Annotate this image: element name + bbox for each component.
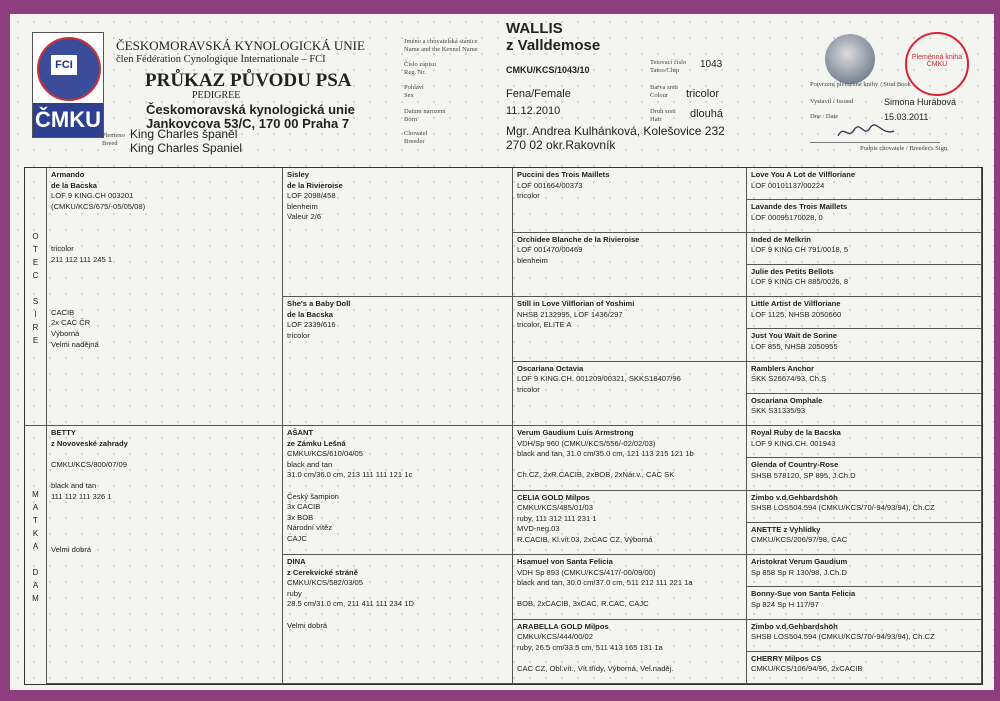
dog-detail (51, 513, 278, 524)
dog-detail: LOF 855, NHSB 2050955 (751, 341, 838, 351)
pedigree-table (24, 167, 983, 685)
dog-name: DINA (287, 557, 306, 566)
breeder-line1: Mgr. Andrea Kulhánková, Kolešovice 232 (506, 124, 725, 138)
dog-name: Ramblers Anchor (751, 363, 815, 373)
dog-name: Sisley (287, 170, 309, 179)
tattoo-label-cz: Tetovací číslo (650, 59, 687, 66)
sire-letter: I (34, 310, 37, 319)
dog-name: Oscariana Octavia (517, 363, 584, 373)
dog-detail: LOF 9 KING.CH 003201 (51, 191, 134, 201)
dam-letter: D (32, 568, 39, 577)
dog-name: Orchidee Blanche de la Rivieroise (517, 234, 640, 244)
issued-label: Vystavil / Issued (810, 98, 853, 105)
dog-detail: SHSB LOS504.594 (CMKU/KCS/70/-94/93/94), Ch.CZ (751, 503, 935, 513)
dog-detail: LOF 9 KING.CH. 001209/00321, SKKS18407/96 (517, 374, 681, 384)
dog-detail: SKK S31335/93 (751, 406, 806, 416)
dog-name: Love You A Lot de Vilfloriane (751, 170, 856, 179)
colour: tricolor (686, 88, 720, 100)
dog-detail: black and tan (51, 480, 97, 490)
tattoo-label-en: Tatoo/Chip (650, 67, 680, 74)
dog-detail (51, 223, 278, 234)
stamp-text: Plemenná kniha ČMKU (911, 54, 963, 68)
dog-detail (51, 234, 278, 245)
gen3-ancestor (513, 233, 747, 298)
name-label-cz: Jméno a chovatelská stanice (404, 38, 478, 45)
dam-side-label (25, 426, 47, 684)
gen4-ancestor (747, 523, 982, 555)
dog-detail: black and tan (287, 459, 333, 469)
dog-detail: VDH Sp 893 (CMKU/KCS/417/-00/09/00) (517, 567, 656, 577)
gen2-grandparent (283, 555, 513, 684)
dog-name: Puccini des Trois Maillets (517, 170, 610, 179)
dog-name: Hsamuel von Santa Felicia (517, 557, 613, 566)
dog-detail: Velmi dobrá (51, 544, 92, 554)
dog-detail: CACIB (51, 307, 75, 317)
gen3-ancestor (513, 168, 747, 233)
dog-detail: ruby (287, 588, 302, 598)
dog-name: de la Bacska (287, 309, 334, 319)
sire-side-label (25, 168, 47, 426)
dog-name: z Cerekvické stráně (287, 567, 358, 577)
tattoo: 1043 (700, 59, 723, 70)
dog-detail: CMKU/KCS/106/94/96, 2xCACIB (751, 664, 863, 674)
logo-cmku-text: ČMKU (33, 103, 103, 137)
gen3-ancestor (513, 362, 747, 427)
sire-letter: O (32, 232, 39, 241)
dog-name: ARABELLA GOLD Milpos (517, 621, 609, 631)
gen4-ancestor (747, 297, 982, 329)
breed-en: King Charles Spaniel (130, 141, 243, 155)
dog-detail: Sp 824 Sp H 117/97 (751, 599, 819, 609)
dog-detail (287, 481, 508, 492)
pedigree-sheet (10, 14, 994, 690)
dog-name: Just You Wait de Sorine (751, 331, 837, 341)
dog-name: She's a Baby Doll (287, 299, 351, 308)
gen4-ancestor (747, 233, 982, 265)
dog-detail (51, 212, 278, 223)
dog-detail: CMKU/KCS/485/01/03 (517, 503, 593, 513)
dog-detail: 28.5 cm/31.0 cm, 211 411 111 234 1D (287, 599, 414, 609)
gen4-ancestor (747, 265, 982, 297)
dog-detail: CAC CZ, Obl.vít., Vít.třídy, Výborná, Vel.naděj. (517, 663, 674, 673)
dam-letter (25, 553, 46, 566)
breeder-sign-label: Podpis chovatele / Breeder's Sign. (860, 145, 949, 152)
dog-name: de la Rivieroise (287, 180, 343, 190)
born-label-cz: Datum narození (404, 108, 446, 115)
gen2-grandparent (283, 297, 513, 426)
studbook-stamp (905, 32, 969, 96)
cmku-logo (32, 32, 104, 138)
dog-name: Still in Love Vilflorian of Yoshimi (517, 299, 635, 308)
gen4-ancestor (747, 620, 982, 652)
address-line2: Jankovcova 53/C, 170 00 Praha 7 (146, 116, 350, 131)
reg-no: CMKU/KCS/1043/10 (506, 65, 590, 75)
dog-detail: Národní vítěz (287, 523, 333, 533)
dog-name: BETTY (51, 428, 76, 437)
dog-name: CELIA GOLD Milpos (517, 492, 590, 502)
dog-detail: tricolor (287, 330, 310, 340)
dog-detail: CMKU/KCS/206/97/98, CAC (751, 535, 848, 545)
dam-letter: A (32, 503, 39, 512)
dog-name: WALLIS (506, 20, 563, 37)
dog-detail: SHSB LOS504.594 (CMKU/KCS/70/-94/93/94), Ch.CZ (751, 632, 935, 642)
dog-name: Little Artist de Vilfloriane (751, 299, 841, 308)
gen3-ancestor (513, 620, 747, 685)
dog-detail: ruby, 26.5 cm/33.5 cm, 511 413 165 131 1a (517, 642, 663, 652)
sire-letter (25, 282, 46, 295)
born-label-en: Born (404, 116, 417, 123)
gen1-parent (47, 168, 283, 426)
gen3-ancestor (513, 297, 747, 362)
dog-detail: 211 112 111 245 1 (51, 254, 113, 264)
dog-name: Verum Gaudium Luis Armstrong (517, 428, 634, 437)
dog-detail (517, 653, 742, 664)
colour-label-cz: Barva srsti (650, 84, 678, 91)
sire-letter: C (32, 271, 39, 280)
dog-detail: tricolor (517, 191, 540, 201)
dog-detail: MVD-neg.03 (517, 524, 560, 534)
dog-detail: Výborná (51, 328, 80, 338)
dog-name: ANETTE z Vyhlídky (751, 524, 821, 534)
dog-name: Julie des Petits Bellots (751, 266, 834, 276)
dog-detail: CMKU/KCS/610/04/05 (287, 449, 363, 459)
name-label-en: Name and the Kennel Name (404, 46, 478, 53)
confirm-text: Potvrzení plemenné knihy / Stud Book (810, 81, 911, 88)
org-member: člen Fédération Cynologique Internationale – FCI (116, 54, 326, 65)
sex-label-en: Sex (404, 92, 414, 99)
dog-detail: blenheim (287, 201, 318, 211)
dog-detail (51, 449, 278, 460)
gen4-ancestor (747, 426, 982, 458)
org-name: ČESKOMORAVSKÁ KYNOLOGICKÁ UNIE (116, 38, 365, 53)
sign-line (810, 142, 940, 143)
hologram-icon (825, 34, 875, 84)
dog-name: CHERRY Milpos CS (751, 653, 822, 663)
born: 11.12.2010 (506, 105, 561, 117)
dog-detail (287, 610, 508, 621)
dog-detail: Velmi nadějná (51, 339, 99, 349)
dog-name: Glenda of Country-Rose (751, 460, 839, 470)
date-label: Dne / Date (810, 113, 839, 120)
dog-detail: LOF 9 KING.CH. 001943 (751, 438, 836, 448)
dam-letter: M (32, 594, 39, 603)
sex: Fena/Female (506, 88, 571, 100)
dog-detail: 3x BOB (287, 512, 314, 522)
gen4-ancestor (747, 491, 982, 523)
dog-detail: 31.0 cm/36.0 cm, 213 111 111 121 1c (287, 470, 413, 480)
hair: dlouhá (690, 108, 724, 120)
gen4-ancestor (747, 200, 982, 232)
dam-letter: A (32, 581, 39, 590)
hair-label-en: Hair (650, 116, 662, 123)
dog-detail: LOF 001664/00373 (517, 180, 583, 190)
issued-by: Simona Hurábová (884, 97, 957, 107)
breed-label-en: Breed (102, 140, 118, 147)
dog-detail: Valeur 2/6 (287, 212, 322, 222)
dog-detail: LOF 9 KING CH 885/0026, 8 (751, 277, 849, 287)
dog-detail: LOF 1125, NHSB 2050660 (751, 309, 842, 319)
dog-detail: CMKU/KCS/444/00/02 (517, 632, 593, 642)
reg-label-cz: Číslo zápisu (404, 61, 436, 68)
dog-detail: 111 112 111 326 1 (51, 491, 112, 501)
dog-name: Inded de Melkrin (751, 234, 811, 244)
gen4-ancestor (747, 587, 982, 619)
dog-detail (517, 460, 742, 471)
dog-detail: LOF 001470/00469 (517, 245, 583, 255)
gen4-ancestor (747, 555, 982, 587)
dog-detail: Velmi dobrá (287, 620, 328, 630)
logo-fci-text: FCI (51, 55, 77, 75)
dog-name: z Novoveské zahrady (51, 438, 128, 448)
dog-detail: 3x CACIB (287, 502, 321, 512)
dog-detail (51, 287, 278, 298)
dog-detail: R.CACIB, Kl.vít.03, 2xCAC CZ, Výborná (517, 534, 653, 544)
sire-letter: R (32, 323, 39, 332)
dog-detail: tricolor (517, 384, 540, 394)
dog-name: Oscariana Omphale (751, 395, 823, 405)
dam-letter: M (32, 490, 39, 499)
hair-label-cz: Druh srsti (650, 108, 676, 115)
breeder-label-cz: Chovatel (404, 130, 428, 137)
dog-detail: Sp 858 Sp R 130/98, J.Ch.D (751, 567, 847, 577)
gen4-ancestor (747, 652, 982, 684)
dog-detail (51, 265, 278, 276)
sire-letter: S (32, 297, 39, 306)
gen4-ancestor (747, 394, 982, 426)
dog-detail: CMKU/KCS/582/03/05 (287, 578, 363, 588)
dam-letter: T (33, 516, 38, 525)
reg-label-en: Reg. Nr. (404, 69, 426, 76)
dog-detail (51, 276, 278, 287)
dog-detail: tricolor (51, 244, 74, 254)
dog-name: Armando (51, 170, 85, 179)
dog-name: Bonny-Sue von Santa Felicia (751, 589, 856, 599)
sex-label-cz: Pohlaví (404, 84, 424, 91)
issue-date: 15.03.2011 (884, 112, 929, 122)
sire-letter: E (32, 258, 39, 267)
dog-detail: blenheim (517, 255, 548, 265)
dog-name: ze Zámku Lešná (287, 438, 346, 448)
dog-detail: CMKU/KCS/800/07/09 (51, 459, 127, 469)
gen1-parent (47, 426, 283, 684)
gen3-ancestor (513, 491, 747, 556)
colour-label-en: Colour (650, 92, 669, 99)
dog-detail: tricolor, ELITE A (517, 320, 572, 330)
dog-detail: LOF 9 KING CH 791/0018, 5 (751, 245, 849, 255)
gen4-ancestor (747, 458, 982, 490)
dog-name: Royal Ruby de la Bacska (751, 428, 841, 437)
dog-detail: SKK S26674/93, Ch.S (751, 374, 827, 384)
dog-name: Zimbo v.d.Gehbardshöh (751, 492, 838, 502)
gen4-ancestor (747, 329, 982, 361)
signature-icon (836, 122, 896, 142)
dog-detail (51, 523, 278, 534)
dog-detail: 2x CAC ČR (51, 318, 91, 328)
dog-detail: VDH/Sp 960 (CMKU/KCS/556/-02/02/03) (517, 438, 656, 448)
dog-detail: black and tan, 30.0 cm/37.0 cm, 511 212 111 221 1a (517, 578, 693, 588)
sire-letter: E (32, 336, 39, 345)
dog-detail (517, 589, 742, 600)
dog-detail: LOF 2098/458 (287, 191, 336, 201)
dog-name: de la Bacska (51, 180, 98, 190)
dog-name: Zimbo v.d.Gehbardshöh (751, 621, 838, 631)
dog-detail: BOB, 2xCACIB, 3xCAC, R.CAC, CAJC (517, 599, 649, 609)
gen2-grandparent (283, 426, 513, 555)
dog-kennel: z Valldemose (506, 37, 601, 54)
dog-detail: ruby, 111 312 111 231 1 (517, 513, 597, 523)
dog-detail: SHSB 578120, SP 895, J.Ch.D (751, 470, 856, 480)
dog-detail: Ch.CZ, 2xR.CACIB, 2xBOB, 2xNár.v., CAC SK (517, 470, 675, 480)
dog-detail: LOF 2339/616 (287, 320, 336, 330)
dog-detail: LOF 00095170028, 0 (751, 212, 823, 222)
dog-detail (51, 502, 278, 513)
dog-detail: CAJC (287, 533, 307, 543)
address-line1: Českomoravská kynologická unie (146, 102, 355, 117)
doc-subtitle: PEDIGREE (192, 90, 241, 101)
gen2-grandparent (283, 168, 513, 297)
dog-name: Aristokrat Verum Gaudium (751, 557, 848, 566)
dog-detail: LOF 00101137/00224 (751, 180, 825, 190)
dam-letter: K (32, 529, 39, 538)
dam-letter: A (32, 542, 39, 551)
dog-detail: (CMKU/KCS/675/-05/05/08) (51, 201, 146, 211)
dog-name: Lavande des Trois Maillets (751, 202, 848, 212)
dog-detail (51, 297, 278, 308)
doc-title: PRŮKAZ PŮVODU PSA (145, 70, 352, 91)
gen3-ancestor (513, 555, 747, 620)
breed-cz: King Charles španěl (130, 127, 238, 141)
dog-detail (51, 470, 278, 481)
dog-detail: NHSB 2132995, LOF 1436/297 (517, 309, 623, 319)
gen4-ancestor (747, 362, 982, 394)
breeder-label-en: Breeder (404, 138, 425, 145)
sire-letter: T (33, 245, 38, 254)
breed-label-cz: Plemeno (102, 132, 125, 139)
dog-detail (51, 534, 278, 545)
breeder-line2: 270 02 okr.Rakovník (506, 138, 616, 152)
dog-detail: Český šampion (287, 491, 339, 501)
dog-name: AŠANT (287, 428, 314, 437)
dog-detail: black and tan, 31.0 cm/35.0 cm, 121 113 215 121 1b (517, 449, 694, 459)
gen3-ancestor (513, 426, 747, 491)
gen4-ancestor (747, 168, 982, 200)
